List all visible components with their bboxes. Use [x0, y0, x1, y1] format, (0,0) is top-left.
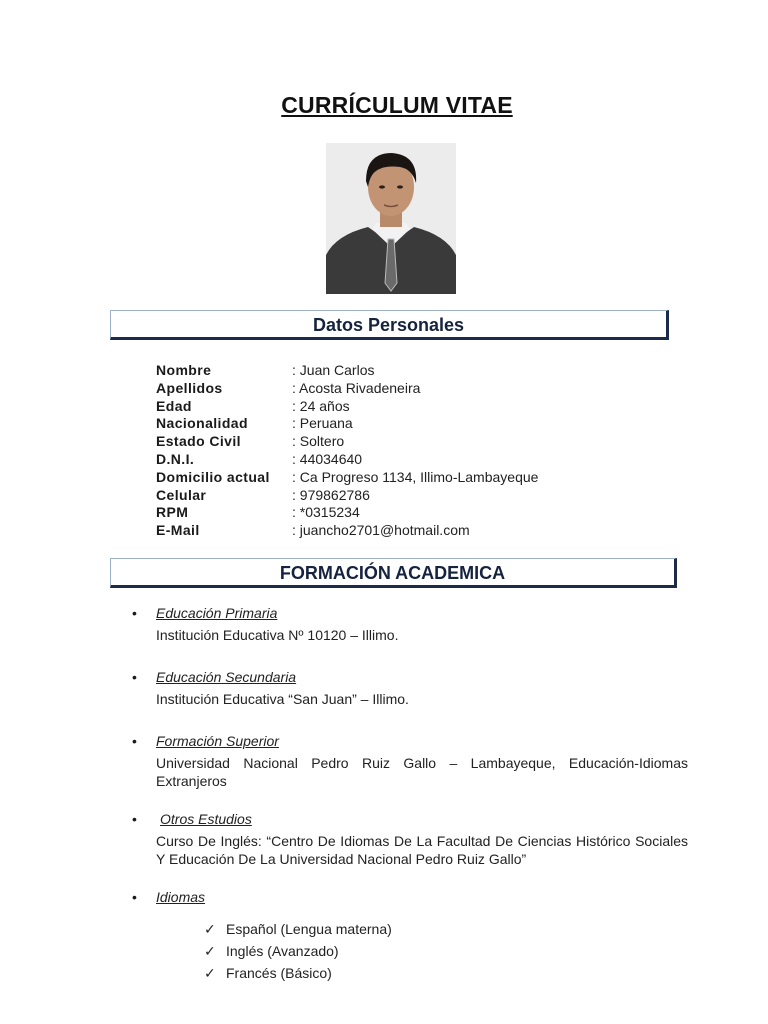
personal-data-list [156, 362, 538, 540]
field-label: Apellidos [156, 379, 223, 396]
personal-row-nombre [156, 362, 538, 380]
profile-photo [326, 143, 456, 294]
field-value: : 979862786 [292, 486, 370, 503]
language-item [204, 962, 688, 984]
language-label: Francés (Básico) [226, 965, 332, 981]
field-value: : 24 años [292, 397, 350, 414]
bullet-icon: • [132, 889, 137, 905]
field-value: : 44034640 [292, 450, 363, 467]
check-icon: ✓ [204, 965, 216, 981]
education-description: Curso De Inglés: “Centro De Idiomas De La Facultad De Ciencias Histórico Sociales Y Educación De La Universidad Nacional Pedro Ruiz Gallo” [156, 833, 688, 867]
education-heading: Formación Superior [156, 733, 279, 749]
field-label: Nombre [156, 362, 212, 378]
education-heading: Otros Estudios [160, 811, 252, 827]
field-value: : juancho2701@hotmail.com [292, 522, 470, 539]
field-label: E-Mail [156, 522, 200, 539]
list-item [132, 888, 688, 984]
personal-row-email [156, 522, 538, 540]
language-label: Español (Lengua materna) [226, 921, 392, 937]
field-value: : *0315234 [292, 504, 360, 521]
bullet-icon: • [132, 605, 137, 621]
list-item [132, 668, 688, 708]
personal-row-edad [156, 398, 538, 416]
language-label: Inglés (Avanzado) [226, 943, 339, 959]
list-item [132, 604, 688, 644]
language-item [204, 918, 688, 940]
check-icon: ✓ [204, 921, 216, 937]
education-description: Institución Educativa “San Juan” – Illimo. [156, 691, 409, 707]
personal-row-celular [156, 487, 538, 505]
personal-row-nacionalidad [156, 415, 538, 433]
education-heading: Educación Primaria [156, 605, 278, 621]
field-label: Domicilio actual [156, 468, 270, 485]
personal-row-domicilio [156, 469, 538, 487]
check-icon: ✓ [204, 943, 216, 959]
section-header-personal: Datos Personales [110, 310, 669, 340]
education-description: Institución Educativa Nº 10120 – Illimo. [156, 627, 399, 643]
languages-list [156, 918, 688, 984]
field-label: Nacionalidad [156, 415, 248, 432]
list-item [132, 810, 688, 868]
personal-row-estado-civil [156, 433, 538, 451]
field-value: : Peruana [292, 415, 353, 432]
bullet-icon: • [132, 669, 137, 685]
education-description: Universidad Nacional Pedro Ruiz Gallo – Lambayeque, Educación-Idiomas Extranjeros [156, 755, 688, 789]
list-item [132, 732, 688, 790]
education-list [132, 604, 688, 984]
personal-row-rpm [156, 504, 538, 522]
personal-row-apellidos [156, 380, 538, 398]
education-heading: Idiomas [156, 889, 206, 905]
section-header-academic: FORMACIÓN ACADEMICA [110, 558, 677, 588]
field-label: Estado Civil [156, 433, 241, 450]
education-heading: Educación Secundaria [156, 669, 297, 685]
language-item [204, 940, 688, 962]
field-value: : Ca Progreso 1134, Illimo-Lambayeque [292, 468, 539, 485]
field-label: Edad [156, 397, 192, 414]
field-label: D.N.I. [156, 450, 195, 467]
field-value: : Acosta Rivadeneira [292, 379, 421, 396]
bullet-icon: • [132, 811, 137, 827]
field-label: Celular [156, 486, 207, 503]
field-label: RPM [156, 504, 189, 521]
personal-row-dni [156, 451, 538, 469]
page-title: CURRÍCULUM VITAE [281, 92, 513, 118]
field-value: : Juan Carlos [292, 362, 375, 378]
field-value: : Soltero [292, 433, 345, 450]
bullet-icon: • [132, 733, 137, 749]
